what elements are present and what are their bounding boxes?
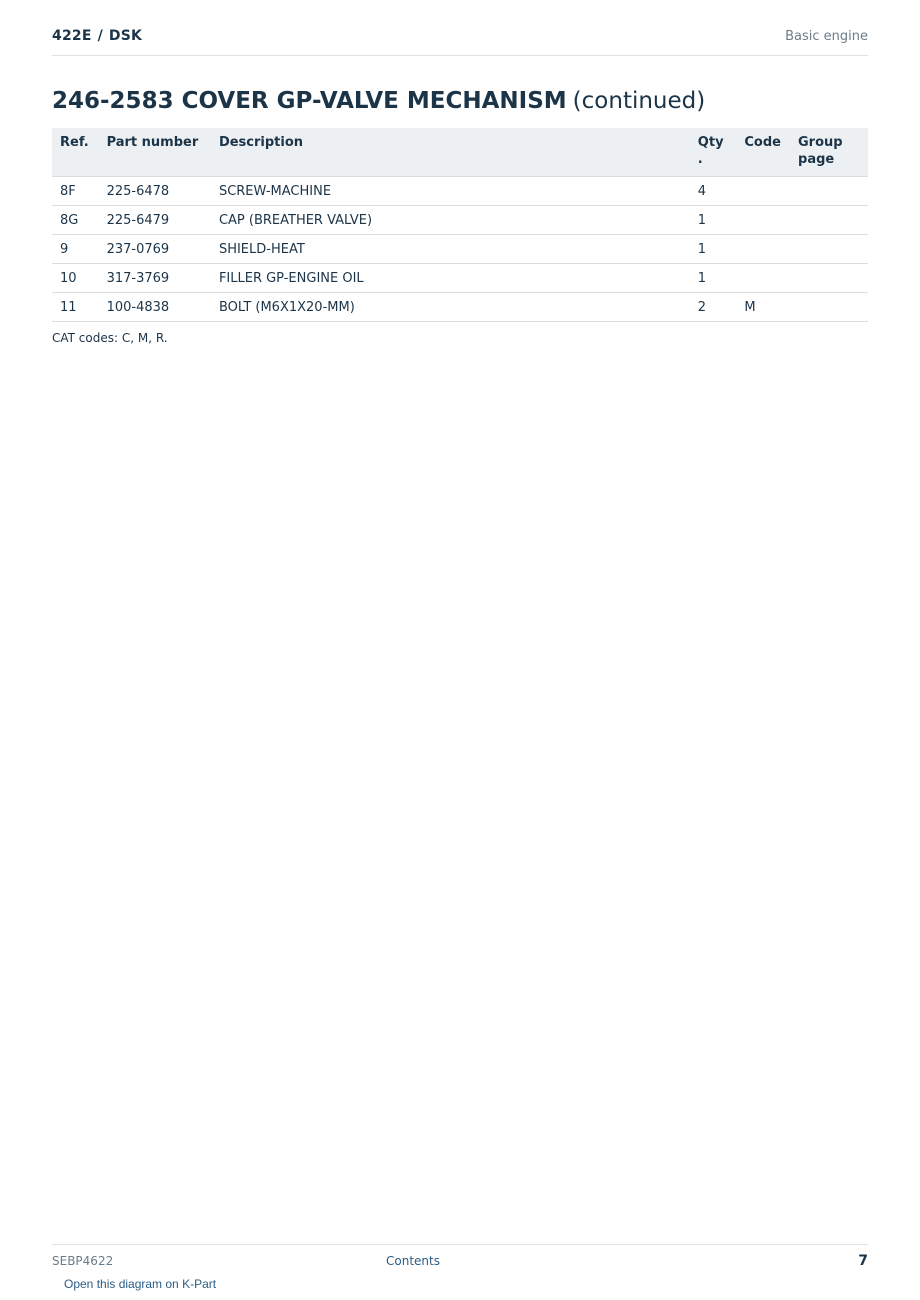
page-title bbox=[52, 88, 705, 114]
cell-qty: 4 bbox=[690, 177, 737, 206]
cell-code bbox=[736, 264, 790, 293]
cell-description: CAP (BREATHER VALVE) bbox=[211, 206, 690, 235]
table-row bbox=[52, 177, 868, 206]
parts-table-body bbox=[52, 177, 868, 322]
column-header-group-page: Group page bbox=[790, 128, 868, 177]
breadcrumb bbox=[52, 28, 142, 44]
cell-group-page bbox=[790, 235, 868, 264]
table-row bbox=[52, 206, 868, 235]
cell-part-number: 100-4838 bbox=[99, 293, 211, 322]
cell-code bbox=[736, 177, 790, 206]
cell-ref: 8F bbox=[52, 177, 99, 206]
cell-group-page bbox=[790, 206, 868, 235]
cell-qty: 2 bbox=[690, 293, 737, 322]
assembly-title: 246-2583 COVER GP-VALVE MECHANISM bbox=[52, 88, 567, 114]
cell-qty: 1 bbox=[690, 206, 737, 235]
cell-part-number: 237-0769 bbox=[99, 235, 211, 264]
cell-ref: 8G bbox=[52, 206, 99, 235]
open-kpart-link[interactable]: Open this diagram on K-Part bbox=[64, 1277, 217, 1291]
cell-description: SHIELD-HEAT bbox=[211, 235, 690, 264]
cell-ref: 9 bbox=[52, 235, 99, 264]
cell-group-page bbox=[790, 293, 868, 322]
document-id: SEBP4622 bbox=[52, 1254, 114, 1268]
section-label: Basic engine bbox=[785, 29, 868, 44]
column-header-qty: Qty . bbox=[690, 128, 737, 177]
cell-qty: 1 bbox=[690, 235, 737, 264]
breadcrumb-separator: / bbox=[97, 28, 103, 44]
cell-ref: 11 bbox=[52, 293, 99, 322]
cell-code bbox=[736, 235, 790, 264]
cell-code bbox=[736, 206, 790, 235]
page-number: 7 bbox=[858, 1253, 868, 1269]
cell-description: SCREW-MACHINE bbox=[211, 177, 690, 206]
cell-group-page bbox=[790, 177, 868, 206]
cell-ref: 10 bbox=[52, 264, 99, 293]
column-header-part-number: Part number bbox=[99, 128, 211, 177]
cell-part-number: 317-3769 bbox=[99, 264, 211, 293]
column-header-description: Description bbox=[211, 128, 690, 177]
cell-group-page bbox=[790, 264, 868, 293]
table-row bbox=[52, 235, 868, 264]
column-header-code: Code bbox=[736, 128, 790, 177]
cell-description: FILLER GP-ENGINE OIL bbox=[211, 264, 690, 293]
table-row bbox=[52, 264, 868, 293]
cell-code: M bbox=[736, 293, 790, 322]
cell-description: BOLT (M6X1X20-MM) bbox=[211, 293, 690, 322]
column-header-ref: Ref. bbox=[52, 128, 99, 177]
cat-codes-note: CAT codes: C, M, R. bbox=[52, 331, 168, 345]
cell-part-number: 225-6478 bbox=[99, 177, 211, 206]
model-label: 422E bbox=[52, 28, 92, 44]
table-row bbox=[52, 293, 868, 322]
cell-part-number: 225-6479 bbox=[99, 206, 211, 235]
parts-table-header bbox=[52, 128, 868, 177]
variant-label: DSK bbox=[108, 28, 143, 44]
page-header bbox=[52, 28, 868, 56]
page-footer bbox=[52, 1244, 868, 1269]
continued-label: (continued) bbox=[572, 88, 706, 114]
parts-table bbox=[52, 128, 868, 322]
cell-qty: 1 bbox=[690, 264, 737, 293]
contents-link[interactable]: Contents bbox=[386, 1254, 440, 1268]
